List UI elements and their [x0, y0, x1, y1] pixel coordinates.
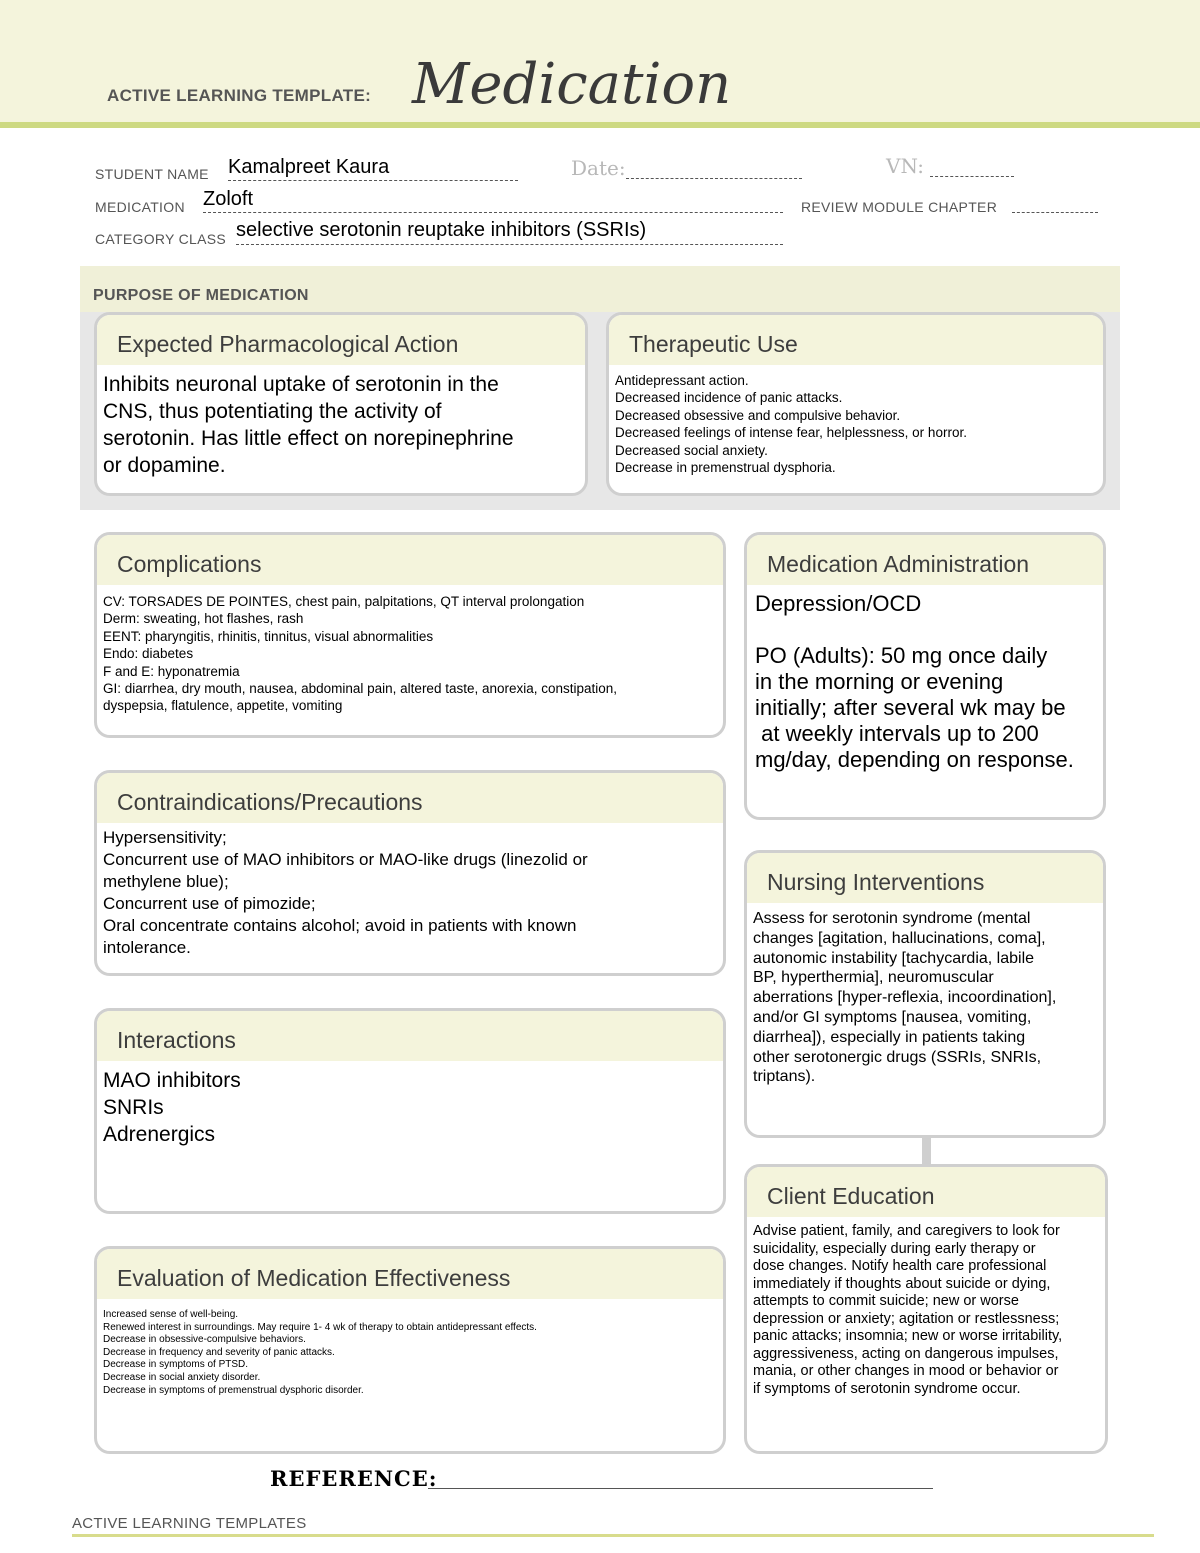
text-line: PO (Adults): 50 mg once daily — [755, 643, 1048, 668]
vn-field[interactable] — [930, 156, 1014, 177]
card-title: Interactions — [117, 1027, 236, 1053]
text-line: panic attacks; insomnia; new or worse irritability, — [753, 1328, 1063, 1344]
category-class-value: selective serotonin reuptake inhibitors (SSRIs) — [236, 219, 647, 241]
student-name-field[interactable] — [228, 156, 518, 181]
student-name-value: Kamalpreet Kaura — [228, 156, 390, 178]
reference-label: REFERENCE: — [270, 1466, 438, 1491]
text-line: Derm: sweating, hot flashes, rash — [103, 611, 304, 627]
text-line: CNS, thus potentiating the activity of — [103, 400, 442, 423]
contraindications-card — [94, 770, 726, 976]
text-line: Decrease in social anxiety disorder. — [103, 1371, 261, 1383]
card-title: Complications — [117, 551, 262, 577]
card-title: Nursing Interventions — [767, 869, 985, 895]
connector-bar — [922, 1136, 931, 1166]
text-line: Decrease in symptoms of premenstrual dysphoric disorder. — [103, 1384, 364, 1396]
expected-action-card — [94, 312, 588, 496]
card-body — [755, 591, 1097, 773]
header-rule — [0, 122, 1200, 128]
client-education-card — [744, 1164, 1108, 1454]
card-title: Expected Pharmacological Action — [117, 331, 459, 357]
text-line: Assess for serotonin syndrome (mental — [753, 910, 1031, 927]
text-line: Decrease in premenstrual dysphoria. — [615, 460, 836, 476]
text-line: and/or GI symptoms [nausea, vomiting, — [753, 1008, 1032, 1026]
text-line — [755, 617, 1097, 643]
medication-field[interactable] — [203, 188, 783, 213]
text-line: Endo: diabetes — [103, 646, 194, 662]
text-line: methylene blue); — [103, 872, 229, 891]
text-line: F and E: hyponatremia — [103, 663, 240, 679]
review-module-label: REVIEW MODULE CHAPTER — [801, 199, 998, 215]
therapeutic-use-card — [606, 312, 1106, 496]
card-title: Evaluation of Medication Effectiveness — [117, 1265, 511, 1291]
category-class-label: CATEGORY CLASS — [95, 231, 227, 247]
date-field[interactable] — [626, 158, 802, 179]
text-line: MAO inhibitors — [103, 1069, 241, 1092]
text-line: Advise patient, family, and caregivers to look for — [753, 1223, 1060, 1239]
medication-administration-card — [744, 532, 1106, 820]
purpose-label: PURPOSE OF MEDICATION — [93, 287, 309, 304]
text-line: aggressiveness, acting on dangerous impulses, — [753, 1345, 1059, 1362]
complications-card — [94, 532, 726, 738]
card-body — [753, 1223, 1099, 1398]
text-line: at weekly intervals up to 200 — [755, 721, 1039, 746]
text-line: Inhibits neuronal uptake of serotonin in the — [103, 373, 499, 396]
text-line: Hypersensitivity; — [103, 828, 227, 847]
text-line: mania, or other changes in mood or behavior or — [753, 1363, 1059, 1379]
text-line: SNRIs — [103, 1096, 164, 1119]
text-line: GI: diarrhea, dry mouth, nausea, abdominal pain, altered taste, anorexia, constipation, — [103, 681, 618, 697]
text-line: Concurrent use of pimozide; — [103, 894, 316, 913]
text-line: Depression/OCD — [755, 591, 922, 616]
text-line: immediately if thoughts about suicide or dying, — [753, 1275, 1051, 1292]
medication-label: MEDICATION — [95, 199, 185, 215]
text-line: Decreased obsessive and compulsive behavior. — [615, 407, 901, 423]
card-title: Medication Administration — [767, 551, 1030, 577]
text-line: serotonin. Has little effect on norepinephrine — [103, 427, 514, 450]
text-line: in the morning or evening — [755, 669, 1004, 694]
text-line: intolerance. — [103, 938, 191, 957]
text-line: mg/day, depending on response. — [755, 747, 1074, 772]
text-line: Adrenergics — [103, 1123, 216, 1146]
card-body — [103, 1067, 717, 1148]
reference-field[interactable] — [428, 1488, 933, 1489]
card-body — [103, 371, 579, 479]
evaluation-card — [94, 1246, 726, 1454]
text-line: Decrease in symptoms of PTSD. — [103, 1359, 249, 1371]
card-title: Client Education — [767, 1183, 935, 1209]
text-line: triptans). — [753, 1068, 816, 1086]
text-line: diarrhea]), especially in patients taking — [753, 1028, 1026, 1046]
text-line: Decrease in frequency and severity of panic attacks. — [103, 1346, 335, 1358]
text-line: autonomic instability [tachycardia, labile — [753, 949, 1035, 967]
student-name-label: STUDENT NAME — [95, 166, 209, 182]
text-line: dyspepsia, flatulence, appetite, vomiting — [103, 698, 343, 714]
card-title: Contraindications/Precautions — [117, 789, 423, 815]
text-line: Decreased feelings of intense fear, helplessness, or horror. — [615, 425, 967, 441]
card-body — [103, 1309, 717, 1397]
interactions-card — [94, 1008, 726, 1214]
card-body — [753, 909, 1097, 1087]
text-line: Oral concentrate contains alcohol; avoid in patients with known — [103, 916, 577, 935]
text-line: or dopamine. — [103, 454, 226, 477]
text-line: Renewed interest in surroundings. May require 1- 4 wk of therapy to obtain antidepressant effects. — [103, 1321, 537, 1333]
text-line: Antidepressant action. — [615, 373, 749, 388]
card-body — [103, 827, 717, 959]
text-line: aberrations [hyper-reflexia, incoordination], — [753, 989, 1057, 1007]
review-module-field[interactable] — [1012, 196, 1098, 213]
card-body — [103, 593, 717, 715]
vn-label: VN: — [886, 154, 924, 178]
template-title: Medication — [412, 52, 732, 117]
medication-value: Zoloft — [203, 188, 254, 210]
text-line: changes [agitation, hallucinations, coma], — [753, 929, 1046, 947]
text-line: attempts to commit suicide; new or worse — [753, 1293, 1019, 1309]
card-title: Therapeutic Use — [629, 331, 798, 357]
footer-label: ACTIVE LEARNING TEMPLATES — [72, 1515, 307, 1532]
template-label: ACTIVE LEARNING TEMPLATE: — [107, 86, 372, 105]
text-line: suicidality, especially during early therapy or — [753, 1240, 1036, 1257]
text-line: CV: TORSADES DE POINTES, chest pain, palpitations, QT interval prolongation — [103, 594, 585, 609]
text-line: Concurrent use of MAO inhibitors or MAO-like drugs (linezolid or — [103, 850, 588, 869]
date-label: Date: — [571, 156, 626, 180]
text-line: if symptoms of serotonin syndrome occur. — [753, 1380, 1021, 1397]
category-class-field[interactable] — [236, 219, 783, 245]
nursing-interventions-card — [744, 850, 1106, 1138]
text-line: Decrease in obsessive-compulsive behaviors. — [103, 1334, 306, 1346]
text-line: Increased sense of well-being. — [103, 1309, 239, 1320]
text-line: BP, hyperthermia], neuromuscular — [753, 969, 994, 987]
text-line: Decreased incidence of panic attacks. — [615, 390, 843, 406]
text-line: dose changes. Notify health care professional — [753, 1258, 1047, 1274]
text-line: depression or anxiety; agitation or restlessness; — [753, 1310, 1060, 1327]
text-line: EENT: pharyngitis, rhinitis, tinnitus, visual abnormalities — [103, 628, 434, 644]
footer-rule — [72, 1534, 1154, 1537]
text-line: other serotonergic drugs (SSRIs, SNRIs, — [753, 1048, 1042, 1066]
card-body — [615, 372, 1097, 476]
text-line: Decreased social anxiety. — [615, 442, 768, 458]
text-line: initially; after several wk may be — [755, 695, 1066, 720]
